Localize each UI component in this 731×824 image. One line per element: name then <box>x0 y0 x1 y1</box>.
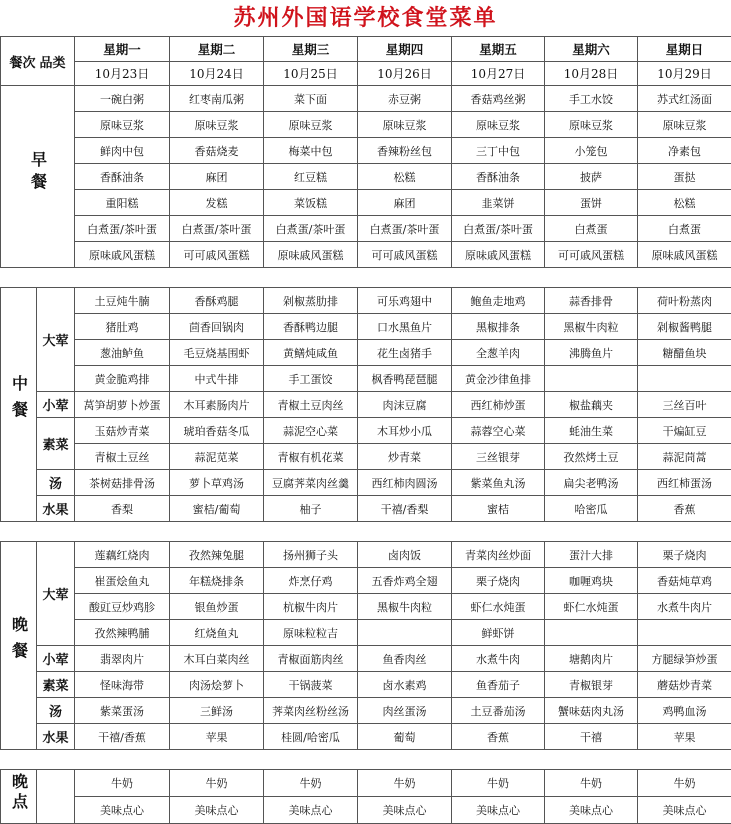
meal-label-text: 中餐 <box>9 375 29 427</box>
dish-cell: 香菇烧麦 <box>170 138 264 164</box>
dish-cell: 三鲜汤 <box>170 698 264 724</box>
dish-cell: 发糕 <box>170 190 264 216</box>
dish-cell: 松糕 <box>638 190 731 216</box>
dish-cell: 西红柿炒蛋 <box>452 392 545 418</box>
dish-cell <box>358 620 452 646</box>
dish-cell: 蒜香排骨 <box>545 288 638 314</box>
dish-cell: 青菜肉丝炒面 <box>452 542 545 568</box>
dish-cell: 杭椒牛肉片 <box>264 594 358 620</box>
table-row <box>1 698 731 724</box>
dish-cell: 香酥油条 <box>75 164 170 190</box>
dish-cell: 三丁中包 <box>452 138 545 164</box>
dish-cell: 可可戚风蛋糕 <box>545 242 638 268</box>
dish-cell: 原味豆浆 <box>264 112 358 138</box>
dish-cell: 白煮蛋/茶叶蛋 <box>75 216 170 242</box>
dish-cell: 枫香鸭琵琶腿 <box>358 366 452 392</box>
dish-cell: 牛奶 <box>358 770 452 797</box>
dish-cell: 蒜泥苋菜 <box>170 444 264 470</box>
menu-title: 苏州外国语学校食堂菜单 <box>233 5 498 31</box>
table-row <box>1 86 731 112</box>
dish-cell: 干禧/香蕉 <box>75 724 170 750</box>
dish-cell: 葱油鲈鱼 <box>75 340 170 366</box>
dish-cell: 手工水饺 <box>545 86 638 112</box>
dish-cell: 香酥鸡腿 <box>170 288 264 314</box>
dish-cell: 香蕉 <box>638 496 731 522</box>
dish-cell: 白煮蛋/茶叶蛋 <box>358 216 452 242</box>
dish-cell: 苹果 <box>638 724 731 750</box>
dish-cell: 孜然烤土豆 <box>545 444 638 470</box>
dish-cell: 香蕉 <box>452 724 545 750</box>
table-row <box>1 392 731 418</box>
dish-cell: 蛋汁大排 <box>545 542 638 568</box>
dish-cell: 一碗白粥 <box>75 86 170 112</box>
menu-table <box>0 36 731 824</box>
day-header: 星期六 <box>545 37 638 62</box>
dish-cell: 重阳糕 <box>75 190 170 216</box>
dish-cell: 原味戚风蛋糕 <box>638 242 731 268</box>
corner-header <box>1 37 75 86</box>
category-label: 汤 <box>37 470 75 496</box>
dish-cell: 蛋挞 <box>638 164 731 190</box>
table-row <box>1 62 731 86</box>
dish-cell: 西红柿蛋汤 <box>638 470 731 496</box>
dish-cell: 崔蛋烩鱼丸 <box>75 568 170 594</box>
dish-cell: 原味豆浆 <box>638 112 731 138</box>
dish-cell: 紫菜鱼丸汤 <box>452 470 545 496</box>
table-row <box>1 797 731 824</box>
dish-cell: 美味点心 <box>358 797 452 824</box>
table-row <box>1 594 731 620</box>
dish-cell: 原味豆浆 <box>545 112 638 138</box>
meal-col-label: 餐次 <box>9 55 36 71</box>
dish-cell: 可可戚风蛋糕 <box>170 242 264 268</box>
category-label: 小荤 <box>37 392 75 418</box>
dish-cell: 牛奶 <box>452 770 545 797</box>
category-label: 水果 <box>37 496 75 522</box>
dish-cell: 卤水素鸡 <box>358 672 452 698</box>
table-row <box>1 112 731 138</box>
dish-cell: 黄鳝炖咸鱼 <box>264 340 358 366</box>
meal-label-text: 早餐 <box>28 151 48 195</box>
dish-cell: 栗子烧肉 <box>452 568 545 594</box>
category-label: 水果 <box>37 724 75 750</box>
dish-cell: 五香炸鸡全翅 <box>358 568 452 594</box>
dish-cell: 荠菜肉丝粉丝汤 <box>264 698 358 724</box>
table-row <box>1 418 731 444</box>
dish-cell: 酸豇豆炒鸡胗 <box>75 594 170 620</box>
dish-cell: 鲍鱼走地鸡 <box>452 288 545 314</box>
table-row <box>1 646 731 672</box>
dish-cell: 肉丝蛋汤 <box>358 698 452 724</box>
table-row <box>1 750 731 770</box>
dish-cell: 黑椒牛肉粒 <box>545 314 638 340</box>
dish-cell: 虾仁水炖蛋 <box>545 594 638 620</box>
dish-cell: 原味戚风蛋糕 <box>75 242 170 268</box>
dish-cell: 全葱羊肉 <box>452 340 545 366</box>
dish-cell: 蜜桔/葡萄 <box>170 496 264 522</box>
dish-cell: 青椒银芽 <box>545 672 638 698</box>
dish-cell: 白煮蛋 <box>545 216 638 242</box>
dish-cell: 可乐鸡翅中 <box>358 288 452 314</box>
dish-cell: 梅菜中包 <box>264 138 358 164</box>
meal-label-dinner <box>1 542 37 750</box>
dish-cell: 黄金沙律鱼排 <box>452 366 545 392</box>
dish-cell: 牛奶 <box>75 770 170 797</box>
dish-cell <box>545 366 638 392</box>
dish-cell: 白煮蛋/茶叶蛋 <box>452 216 545 242</box>
dish-cell: 干煸缸豆 <box>638 418 731 444</box>
section-gap <box>1 522 731 542</box>
date-header: 10月24日 <box>170 62 264 86</box>
day-header: 星期四 <box>358 37 452 62</box>
date-header: 10月29日 <box>638 62 731 86</box>
section-gap <box>1 750 731 770</box>
dish-cell: 菜下面 <box>264 86 358 112</box>
dish-cell: 青椒面筋肉丝 <box>264 646 358 672</box>
dish-cell: 净素包 <box>638 138 731 164</box>
dish-cell: 糖醋鱼块 <box>638 340 731 366</box>
dish-cell: 鱼香肉丝 <box>358 646 452 672</box>
dish-cell: 木耳白菜肉丝 <box>170 646 264 672</box>
dish-cell: 方腿绿笋炒蛋 <box>638 646 731 672</box>
date-header: 10月25日 <box>264 62 358 86</box>
dish-cell: 美味点心 <box>170 797 264 824</box>
dish-cell: 木耳素肠肉片 <box>170 392 264 418</box>
dish-cell: 肉沫豆腐 <box>358 392 452 418</box>
dish-cell: 牛奶 <box>170 770 264 797</box>
dish-cell: 鱼香茄子 <box>452 672 545 698</box>
dish-cell: 鲜肉中包 <box>75 138 170 164</box>
dish-cell: 沸腾鱼片 <box>545 340 638 366</box>
dish-cell: 西红柿肉圆汤 <box>358 470 452 496</box>
day-header: 星期二 <box>170 37 264 62</box>
dish-cell: 美味点心 <box>264 797 358 824</box>
dish-cell: 卤肉饭 <box>358 542 452 568</box>
dish-cell: 干禧/香梨 <box>358 496 452 522</box>
dish-cell: 琥珀香菇冬瓜 <box>170 418 264 444</box>
dish-cell: 咖喱鸡块 <box>545 568 638 594</box>
dish-cell: 莲藕红烧肉 <box>75 542 170 568</box>
dish-cell: 香菇炖草鸡 <box>638 568 731 594</box>
dish-cell: 麻团 <box>170 164 264 190</box>
category-label: 大荤 <box>37 542 75 646</box>
dish-cell: 栗子烧肉 <box>638 542 731 568</box>
dish-cell: 苏式红汤面 <box>638 86 731 112</box>
section-gap <box>1 268 731 288</box>
dish-cell: 怪味海带 <box>75 672 170 698</box>
dish-cell: 麻团 <box>358 190 452 216</box>
day-header: 星期五 <box>452 37 545 62</box>
dish-cell: 椒盐藕夹 <box>545 392 638 418</box>
table-row <box>1 672 731 698</box>
table-row <box>1 770 731 797</box>
table-row <box>1 542 731 568</box>
dish-cell: 扁尖老鸭汤 <box>545 470 638 496</box>
dish-cell: 虾仁水炖蛋 <box>452 594 545 620</box>
day-header: 星期日 <box>638 37 731 62</box>
dish-cell: 扬州狮子头 <box>264 542 358 568</box>
category-col-label: 品类 <box>39 55 66 71</box>
dish-cell: 中式牛排 <box>170 366 264 392</box>
meal-label-text: 晚点 <box>9 773 29 813</box>
dish-cell: 水煮牛肉片 <box>638 594 731 620</box>
dish-cell: 原味豆浆 <box>170 112 264 138</box>
meal-label-snack <box>1 770 37 824</box>
dish-cell: 牛奶 <box>638 770 731 797</box>
table-row <box>1 216 731 242</box>
dish-cell: 原味豆浆 <box>75 112 170 138</box>
date-header: 10月23日 <box>75 62 170 86</box>
dish-cell: 土豆炖牛腩 <box>75 288 170 314</box>
dish-cell: 土豆番茄汤 <box>452 698 545 724</box>
dish-cell: 剁椒蒸肋排 <box>264 288 358 314</box>
date-header: 10月27日 <box>452 62 545 86</box>
dish-cell: 青椒土豆肉丝 <box>264 392 358 418</box>
dish-cell: 香梨 <box>75 496 170 522</box>
dish-cell: 毛豆烧基围虾 <box>170 340 264 366</box>
dish-cell: 哈密瓜 <box>545 496 638 522</box>
dish-cell: 牛奶 <box>264 770 358 797</box>
dish-cell <box>638 366 731 392</box>
table-row <box>1 724 731 750</box>
dish-cell: 蒜蓉空心菜 <box>452 418 545 444</box>
dish-cell: 原味豆浆 <box>358 112 452 138</box>
dish-cell: 木耳炒小瓜 <box>358 418 452 444</box>
dish-cell <box>545 620 638 646</box>
dish-cell: 蒜泥茼蒿 <box>638 444 731 470</box>
dish-cell <box>638 620 731 646</box>
dish-cell: 炒青菜 <box>358 444 452 470</box>
dish-cell: 蛋饼 <box>545 190 638 216</box>
dish-cell: 猪肚鸡 <box>75 314 170 340</box>
date-header: 10月28日 <box>545 62 638 86</box>
dish-cell: 美味点心 <box>452 797 545 824</box>
dish-cell: 茴香回锅肉 <box>170 314 264 340</box>
dish-cell: 红枣南瓜粥 <box>170 86 264 112</box>
dish-cell: 美味点心 <box>545 797 638 824</box>
dish-cell: 炸烹仔鸡 <box>264 568 358 594</box>
dish-cell: 葡萄 <box>358 724 452 750</box>
table-row <box>1 190 731 216</box>
dish-cell: 披萨 <box>545 164 638 190</box>
dish-cell: 水煮牛肉 <box>452 646 545 672</box>
dish-cell: 蟹味菇肉丸汤 <box>545 698 638 724</box>
dish-cell: 蒜泥空心菜 <box>264 418 358 444</box>
dish-cell: 白煮蛋/茶叶蛋 <box>264 216 358 242</box>
dish-cell: 花生卤猪手 <box>358 340 452 366</box>
meal-label-breakfast <box>1 86 75 268</box>
table-row <box>1 164 731 190</box>
table-row <box>1 242 731 268</box>
dish-cell: 肉汤烩萝卜 <box>170 672 264 698</box>
dish-cell: 银鱼炒蛋 <box>170 594 264 620</box>
dish-cell: 原味戚风蛋糕 <box>264 242 358 268</box>
dish-cell: 鸡鸭血汤 <box>638 698 731 724</box>
dish-cell: 蚝油生菜 <box>545 418 638 444</box>
dish-cell: 蜜桔 <box>452 496 545 522</box>
dish-cell: 菜饭糕 <box>264 190 358 216</box>
dish-cell: 白煮蛋/茶叶蛋 <box>170 216 264 242</box>
dish-cell: 莴笋胡萝卜炒蛋 <box>75 392 170 418</box>
meal-label-text: 晚餐 <box>9 616 29 668</box>
dish-cell: 萝卜草鸡汤 <box>170 470 264 496</box>
table-row <box>1 470 731 496</box>
dish-cell: 年糕烧排条 <box>170 568 264 594</box>
table-row <box>1 444 731 470</box>
dish-cell: 茶树菇排骨汤 <box>75 470 170 496</box>
table-row <box>1 138 731 164</box>
date-header: 10月26日 <box>358 62 452 86</box>
category-label: 大荤 <box>37 288 75 392</box>
dish-cell: 鲜虾饼 <box>452 620 545 646</box>
table-row <box>1 340 731 366</box>
dish-cell: 红烧鱼丸 <box>170 620 264 646</box>
dish-cell: 赤豆粥 <box>358 86 452 112</box>
dish-cell: 香菇鸡丝粥 <box>452 86 545 112</box>
dish-cell: 红豆糕 <box>264 164 358 190</box>
meal-label-lunch <box>1 288 37 522</box>
dish-cell: 手工蛋饺 <box>264 366 358 392</box>
dish-cell: 可可戚风蛋糕 <box>358 242 452 268</box>
table-row <box>1 268 731 288</box>
dish-cell: 黑椒牛肉粒 <box>358 594 452 620</box>
table-row <box>1 496 731 522</box>
category-label: 素菜 <box>37 418 75 470</box>
category-label: 汤 <box>37 698 75 724</box>
dish-cell: 小笼包 <box>545 138 638 164</box>
dish-cell: 三丝银芽 <box>452 444 545 470</box>
dish-cell: 紫菜蛋汤 <box>75 698 170 724</box>
table-row <box>1 288 731 314</box>
dish-cell: 桂圆/哈密瓜 <box>264 724 358 750</box>
dish-cell: 柚子 <box>264 496 358 522</box>
dish-cell: 香辣粉丝包 <box>358 138 452 164</box>
dish-cell: 牛奶 <box>545 770 638 797</box>
table-row <box>1 620 731 646</box>
dish-cell: 干锅菠菜 <box>264 672 358 698</box>
dish-cell: 塘鹅肉片 <box>545 646 638 672</box>
table-row <box>1 366 731 392</box>
table-row <box>1 37 731 62</box>
dish-cell: 原味粒粒吉 <box>264 620 358 646</box>
day-header: 星期三 <box>264 37 358 62</box>
dish-cell: 原味戚风蛋糕 <box>452 242 545 268</box>
dish-cell: 美味点心 <box>638 797 731 824</box>
dish-cell: 口水黑鱼片 <box>358 314 452 340</box>
dish-cell: 青椒土豆丝 <box>75 444 170 470</box>
dish-cell: 干禧 <box>545 724 638 750</box>
dish-cell: 蘑菇炒青菜 <box>638 672 731 698</box>
category-label: 素菜 <box>37 672 75 698</box>
dish-cell: 三丝百叶 <box>638 392 731 418</box>
dish-cell: 黄金脆鸡排 <box>75 366 170 392</box>
dish-cell: 剁椒酱鸭腿 <box>638 314 731 340</box>
dish-cell: 韭菜饼 <box>452 190 545 216</box>
dish-cell: 翡翠肉片 <box>75 646 170 672</box>
dish-cell: 玉菇炒青菜 <box>75 418 170 444</box>
dish-cell: 苹果 <box>170 724 264 750</box>
dish-cell: 松糕 <box>358 164 452 190</box>
dish-cell: 原味豆浆 <box>452 112 545 138</box>
table-row <box>1 314 731 340</box>
day-header: 星期一 <box>75 37 170 62</box>
dish-cell: 白煮蛋 <box>638 216 731 242</box>
dish-cell: 青椒有机花菜 <box>264 444 358 470</box>
dish-cell: 美味点心 <box>75 797 170 824</box>
empty-category <box>37 770 75 824</box>
dish-cell: 香酥鸭边腿 <box>264 314 358 340</box>
dish-cell: 黑椒排条 <box>452 314 545 340</box>
dish-cell: 香酥油条 <box>452 164 545 190</box>
dish-cell: 荷叶粉蒸肉 <box>638 288 731 314</box>
dish-cell: 孜然辣鸭脯 <box>75 620 170 646</box>
dish-cell: 豆腐荠菜肉丝羹 <box>264 470 358 496</box>
dish-cell: 孜然辣兔腿 <box>170 542 264 568</box>
category-label: 小荤 <box>37 646 75 672</box>
table-row <box>1 522 731 542</box>
table-row <box>1 568 731 594</box>
